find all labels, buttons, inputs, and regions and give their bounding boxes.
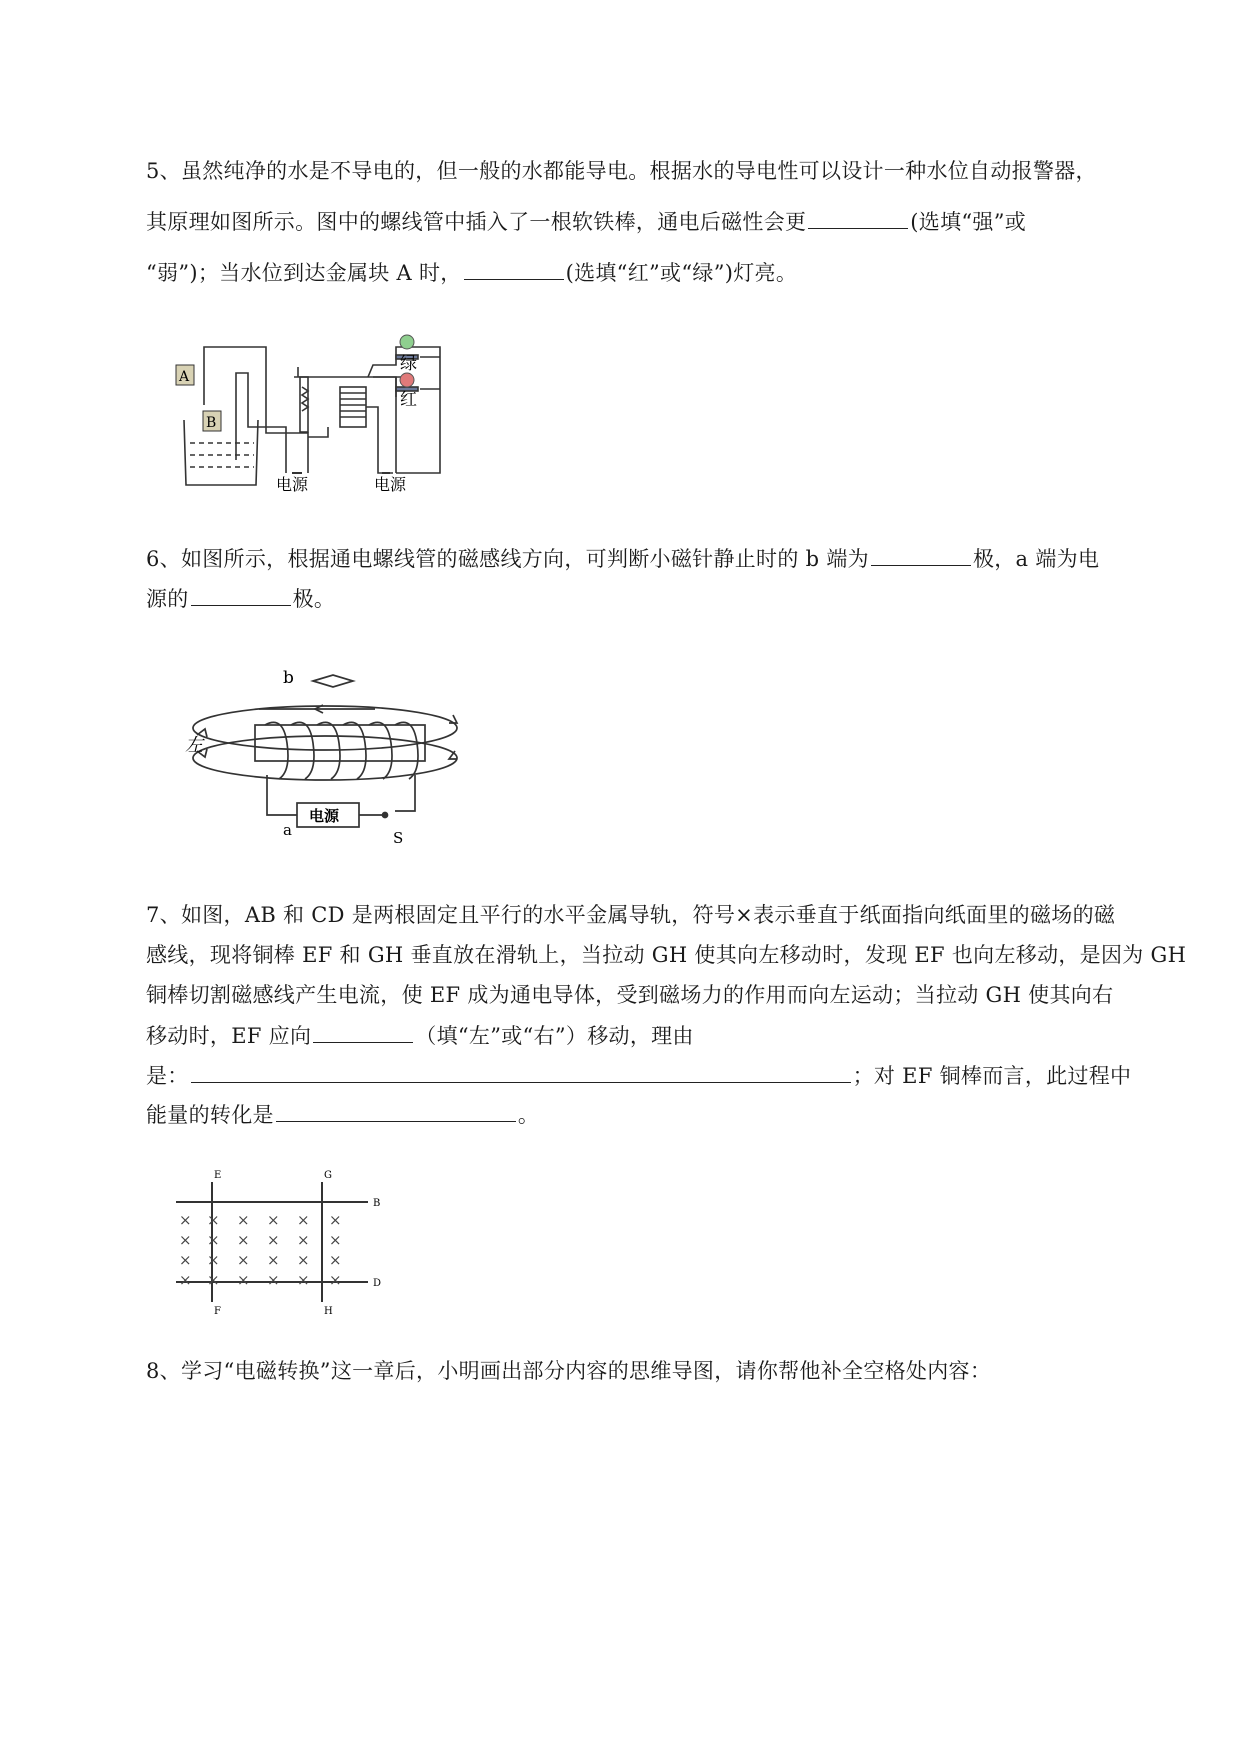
label-b: B bbox=[206, 415, 217, 431]
q5-blank-2[interactable] bbox=[464, 257, 564, 280]
label-h: H bbox=[324, 1306, 333, 1317]
q5-line-1: 5、虽然纯净的水是不导电的，但一般的水都能导电。根据水的导电性可以设计一种水位自动报警器， bbox=[146, 159, 1097, 183]
green-lamp-icon bbox=[400, 335, 414, 349]
q6-line-1: 6、如图所示，根据通电螺线管的磁感线方向，可判断小磁针静止时的 b 端为 极，a 端为电 bbox=[146, 543, 1099, 574]
label-a: a bbox=[283, 821, 292, 839]
q5-line-2: 其原理如图所示。图中的螺线管中插入了一根软铁棒，通电后磁性会更 (选填“强”或 bbox=[146, 206, 1026, 237]
q5-line-3: “弱”)；当水位到达金属块 A 时， (选填“红”或“绿”)灯亮。 bbox=[146, 257, 797, 288]
field-mark: × bbox=[237, 1251, 250, 1269]
field-mark: × bbox=[207, 1251, 220, 1269]
solenoid-figure bbox=[185, 665, 515, 850]
q7-blank-2[interactable] bbox=[191, 1060, 851, 1083]
field-mark: × bbox=[207, 1231, 220, 1249]
field-mark: × bbox=[267, 1251, 280, 1269]
q7-blank-3[interactable] bbox=[276, 1099, 516, 1122]
field-mark: × bbox=[297, 1211, 310, 1229]
field-mark: × bbox=[179, 1271, 192, 1289]
field-mark: × bbox=[179, 1251, 192, 1269]
field-mark: × bbox=[329, 1231, 342, 1249]
field-mark: × bbox=[329, 1271, 342, 1289]
q7-line-2: 感线，现将铜棒 EF 和 GH 垂直放在滑轨上，当拉动 GH 使其向左移动时，发现 EF 也向左移动，是因为 GH bbox=[146, 943, 1187, 967]
field-mark: × bbox=[237, 1271, 250, 1289]
field-mark: × bbox=[179, 1231, 192, 1249]
field-mark: × bbox=[297, 1251, 310, 1269]
label-power: 电源 bbox=[309, 807, 340, 825]
label-a: A bbox=[179, 369, 190, 385]
field-mark: × bbox=[267, 1211, 280, 1229]
q6-line-2: 源的 极。 bbox=[146, 583, 335, 614]
magnetic-field-marks bbox=[179, 1211, 342, 1289]
field-mark: × bbox=[237, 1231, 250, 1249]
q7-line-1: 7、如图，AB 和 CD 是两根固定且平行的水平金属导轨，符号×表示垂直于纸面指向纸面里的磁场的磁 bbox=[146, 903, 1116, 927]
compass-needle-icon bbox=[313, 675, 353, 687]
q5-blank-1[interactable] bbox=[808, 206, 908, 229]
q7-line-5: 是： ；对 EF 铜棒而言，此过程中 bbox=[146, 1060, 1131, 1091]
q6-blank-1[interactable] bbox=[871, 543, 971, 566]
q7-line-3: 铜棒切割磁感线产生电流，使 EF 成为通电导体，受到磁场力的作用而向左运动；当拉动 GH 使其向右 bbox=[146, 983, 1114, 1007]
q7-line-6: 能量的转化是 。 bbox=[146, 1099, 539, 1130]
field-mark: × bbox=[267, 1231, 280, 1249]
label-b: B bbox=[373, 1198, 381, 1209]
field-mark: × bbox=[329, 1211, 342, 1229]
label-e: E bbox=[214, 1170, 222, 1181]
label-s: S bbox=[393, 829, 404, 847]
field-mark: × bbox=[297, 1231, 310, 1249]
field-mark: × bbox=[237, 1211, 250, 1229]
field-mark: × bbox=[329, 1251, 342, 1269]
label-d: D bbox=[373, 1278, 382, 1289]
field-mark: × bbox=[297, 1271, 310, 1289]
water-alarm-circuit-figure bbox=[168, 325, 508, 500]
field-mark: × bbox=[207, 1271, 220, 1289]
label-green: 绿 bbox=[400, 354, 417, 374]
field-mark: × bbox=[267, 1271, 280, 1289]
label-power-1: 电源 bbox=[276, 475, 309, 494]
rails-magnetic-field-figure bbox=[170, 1162, 395, 1317]
label-b: b bbox=[283, 668, 294, 688]
q6-blank-2[interactable] bbox=[191, 583, 291, 606]
label-f: F bbox=[214, 1306, 221, 1317]
label-red: 红 bbox=[400, 390, 417, 410]
label-power-2: 电源 bbox=[374, 475, 407, 494]
field-mark: × bbox=[207, 1211, 220, 1229]
q7-line-4: 移动时，EF 应向 （填“左”或“右”）移动，理由 bbox=[146, 1020, 694, 1051]
field-mark: × bbox=[179, 1211, 192, 1229]
red-lamp-icon bbox=[400, 373, 414, 387]
q8-line-1: 8、学习“电磁转换”这一章后，小明画出部分内容的思维导图，请你帮他补全空格处内容： bbox=[146, 1359, 992, 1383]
label-g: G bbox=[324, 1170, 332, 1181]
label-left: 左 bbox=[185, 735, 203, 756]
q7-blank-1[interactable] bbox=[313, 1020, 413, 1043]
